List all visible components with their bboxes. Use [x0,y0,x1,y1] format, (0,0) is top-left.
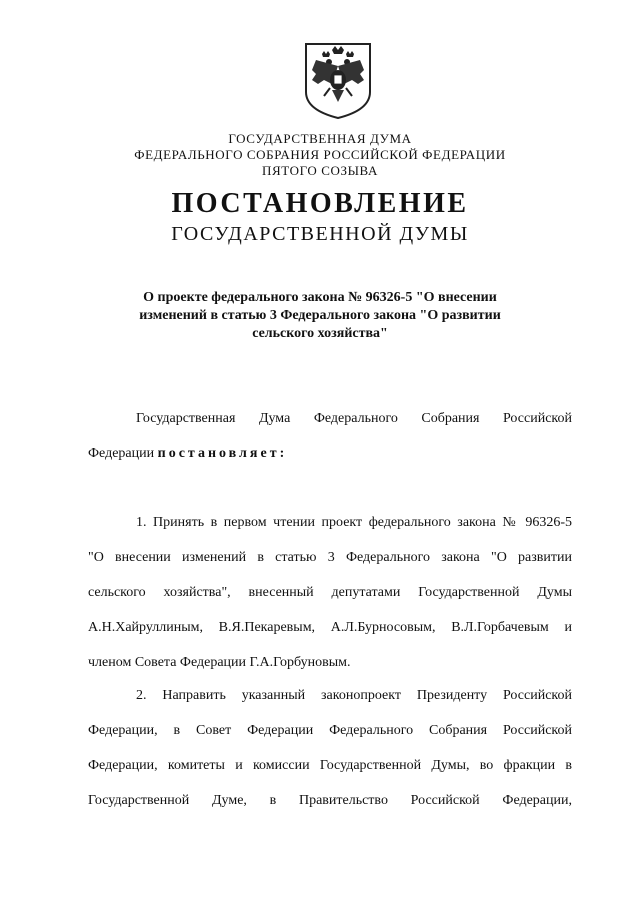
item1-line-5: членом Совета Федерации Г.А.Горбуновым. [88,655,351,670]
item2-line-2: Федерации, в Совет Федерации Федерального Собрания Российской [88,723,572,738]
subject-line-3: сельского хозяйства" [252,326,388,341]
header-duma-name: ГОСУДАРСТВЕННАЯ ДУМА [228,131,412,146]
item2-line-1: 2. Направить указанный законопроект Президенту Российской [136,688,572,703]
item2-line-3: Федерации, комитеты и комиссии Государственной Думы, во фракции в [88,758,572,773]
document-subtitle: ГОСУДАРСТВЕННОЙ ДУМЫ [171,223,469,245]
header-federal-assembly: ФЕДЕРАЛЬНОГО СОБРАНИЯ РОССИЙСКОЙ ФЕДЕРАЦИИ [134,147,506,162]
document-title: ПОСТАНОВЛЕНИЕ [171,188,469,219]
preamble-line-1: Государственная Дума Федерального Собрания Российской [136,411,572,426]
coat-of-arms-emblem [302,40,374,120]
item1-line-3: сельского хозяйства", внесенный депутатами Государственной Думы [88,585,572,600]
item1-line-2: "О внесении изменений в статью 3 Федерального закона "О развитии [88,550,572,565]
header-convocation: ПЯТОГО СОЗЫВА [262,163,378,178]
subject-line-2: изменений в статью 3 Федерального закона "О развитии [139,308,501,323]
item1-line-1: 1. Принять в первом чтении проект федерального закона № 96326-5 [136,515,572,530]
item2-line-4: Государственной Думе, в Правительство Российской Федерации, [88,793,572,808]
subject-line-1: О проекте федерального закона № 96326-5 "О внесении [143,290,497,305]
preamble-verb: постановляет: [157,446,288,461]
preamble-prefix: Федерации [88,446,158,461]
preamble-line-2 [88,445,287,463]
item1-line-4: А.Н.Хайруллиным, В.Я.Пекаревым, А.Л.Бурносовым, В.Л.Горбачевым и [88,620,572,635]
